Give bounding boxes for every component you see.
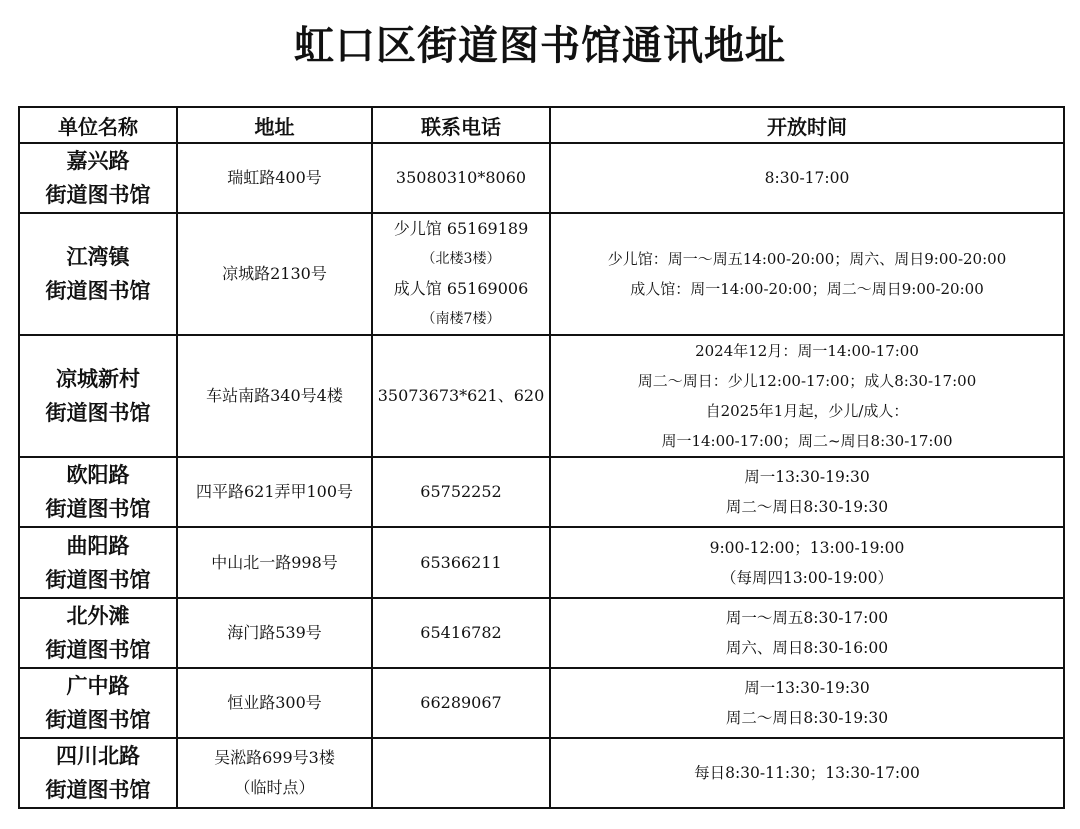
table-row <box>19 213 1064 335</box>
address-text: 吴淞路699号3楼 <box>214 748 335 767</box>
address-cell <box>177 213 372 335</box>
column-header-hours: 开放时间 <box>550 107 1064 143</box>
address-cell <box>177 527 372 598</box>
column-header-name: 单位名称 <box>19 107 177 143</box>
library-name: 街道图书馆 <box>45 638 151 662</box>
hours-text: 少儿馆：周一～周五14:00-20:00；周六、周日9:00-20:00 <box>607 250 1007 268</box>
library-name: 街道图书馆 <box>45 401 151 425</box>
address-cell <box>177 335 372 457</box>
table-row <box>19 738 1064 808</box>
library-name: 广中路 <box>66 674 130 698</box>
hours-cell <box>550 213 1064 335</box>
hours-text: 周一～周五8:30-17:00 <box>725 609 889 627</box>
hours-text: 每日8:30-11:30；13:30-17:00 <box>694 764 920 782</box>
hours-text: 成人馆：周一14:00-20:00；周二～周日9:00-20:00 <box>630 280 984 298</box>
library-name: 曲阳路 <box>66 533 130 558</box>
address-text: 凉城路2130号 <box>222 264 327 283</box>
hours-cell <box>550 738 1064 808</box>
phone-note: （北楼3楼） <box>421 251 501 267</box>
hours-cell <box>550 527 1064 598</box>
hours-text: 自2025年1月起，少儿/成人： <box>705 402 909 420</box>
library-name: 街道图书馆 <box>45 778 151 802</box>
library-address-table <box>18 106 1065 809</box>
address-cell <box>177 738 372 808</box>
table-row <box>19 457 1064 527</box>
hours-cell <box>550 668 1064 738</box>
library-name: 凉城新村 <box>56 367 140 391</box>
column-header-address: 地址 <box>177 107 372 143</box>
table-row <box>19 668 1064 738</box>
address-cell <box>177 143 372 213</box>
phone-text: 35080310*8060 <box>395 168 527 187</box>
phone-cell <box>372 527 550 598</box>
page-title: 虹口区街道图书馆通讯地址 <box>294 23 786 69</box>
hours-cell <box>550 457 1064 527</box>
hours-text: 周一13:30-19:30 <box>744 679 870 697</box>
phone-cell <box>372 738 550 808</box>
phone-text: 65366211 <box>420 552 502 572</box>
hours-cell <box>550 143 1064 213</box>
phone-note: （南楼7楼） <box>421 311 501 327</box>
library-name-cell <box>19 738 177 808</box>
library-name: 江湾镇 <box>66 245 130 269</box>
phone-cell <box>372 457 550 527</box>
library-name: 街道图书馆 <box>45 708 151 732</box>
hours-cell <box>550 598 1064 668</box>
table-row <box>19 527 1064 598</box>
column-header-phone: 联系电话 <box>372 107 550 143</box>
hours-text: 周一13:30-19:30 <box>744 468 870 486</box>
library-name-cell <box>19 527 177 598</box>
hours-text: 2024年12月：周一14:00-17:00 <box>695 342 919 360</box>
table-row <box>19 143 1064 213</box>
phone-cell <box>372 668 550 738</box>
library-name-cell <box>19 457 177 527</box>
address-text: 四平路621弄甲100号 <box>195 482 354 501</box>
table-header-row <box>19 107 1064 143</box>
phone-text: 65416782 <box>420 623 502 642</box>
address-cell <box>177 457 372 527</box>
hours-text: 周六、周日8:30-16:00 <box>725 639 889 657</box>
hours-text: 8:30-17:00 <box>764 169 850 187</box>
phone-text: 65752252 <box>420 482 502 501</box>
library-name: 街道图书馆 <box>45 183 151 207</box>
hours-text: （每周四13:00-19:00） <box>720 568 894 587</box>
address-text: 海门路539号 <box>227 623 322 642</box>
phone-text: 成人馆 65169006 <box>393 279 529 298</box>
phone-cell <box>372 143 550 213</box>
address-text: 车站南路340号4楼 <box>206 386 343 405</box>
address-text: 恒业路300号 <box>227 693 322 712</box>
library-name: 嘉兴路 <box>66 149 130 173</box>
table-row <box>19 598 1064 668</box>
hours-text: 周二～周日8:30-19:30 <box>725 709 889 727</box>
library-name: 北外滩 <box>66 604 130 628</box>
library-name-cell <box>19 598 177 668</box>
phone-text: 35073673*621、620 <box>377 386 545 405</box>
phone-cell <box>372 213 550 335</box>
phone-cell <box>372 598 550 668</box>
table-row <box>19 335 1064 457</box>
address-text: 中山北一路998号 <box>211 552 338 572</box>
hours-text: 周二～周日8:30-19:30 <box>725 498 889 516</box>
library-name: 街道图书馆 <box>45 567 151 592</box>
address-text: 瑞虹路400号 <box>227 168 322 187</box>
library-name-cell <box>19 143 177 213</box>
address-note: （临时点） <box>234 778 315 797</box>
address-cell <box>177 598 372 668</box>
address-cell <box>177 668 372 738</box>
library-name-cell <box>19 213 177 335</box>
hours-text: 9:00-12:00；13:00-19:00 <box>709 538 905 557</box>
library-name: 街道图书馆 <box>45 279 151 303</box>
library-name-cell <box>19 335 177 457</box>
phone-text: 66289067 <box>420 693 502 712</box>
library-name: 街道图书馆 <box>45 497 151 521</box>
hours-text: 周二～周日：少儿12:00-17:00；成人8:30-17:00 <box>637 372 977 390</box>
hours-cell <box>550 335 1064 457</box>
library-name: 欧阳路 <box>66 463 130 487</box>
phone-cell <box>372 335 550 457</box>
phone-text: 少儿馆 65169189 <box>393 219 529 238</box>
library-name: 四川北路 <box>56 744 140 768</box>
hours-text: 周一14:00-17:00；周二~周日8:30-17:00 <box>661 432 953 450</box>
library-name-cell <box>19 668 177 738</box>
